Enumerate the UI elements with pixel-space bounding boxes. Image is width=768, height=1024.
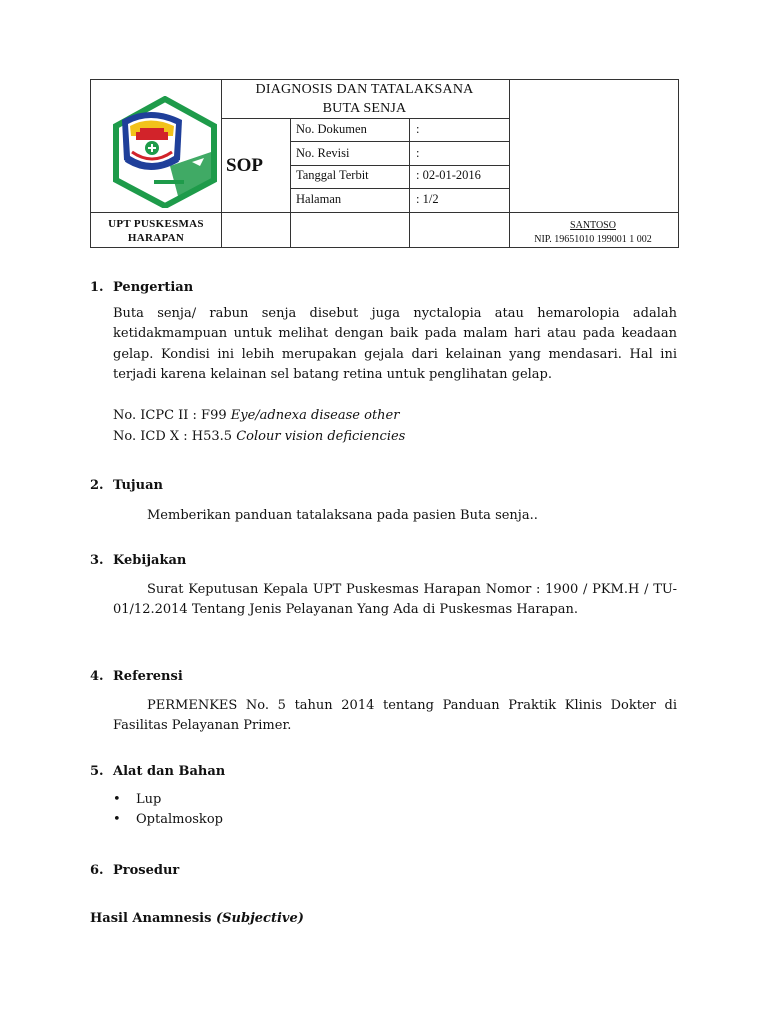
section-heading-prosedur: 6. Prosedur [90, 863, 180, 878]
signer-block [509, 219, 677, 247]
section-text-referensi: PERMENKES No. 5 tahun 2014 tentang Panduan Praktik Klinis Dokter di Fasilitas Pelayanan Primer. [113, 698, 677, 734]
sop-label: SOP [226, 155, 263, 176]
section-heading-alat-dan-bahan: 5. Alat dan Bahan [90, 764, 226, 779]
section-text-kebijakan: Surat Keputusan Kepala UPT Puskesmas Harapan Nomor : 1900 / PKM.H / TU-01/12.2014 Tentang Jenis Pelayanan Yang Ada di Puskesmas Harapan. [113, 582, 677, 618]
section-text-tujuan: Memberikan panduan tatalaksana pada pasien Buta senja.. [147, 508, 538, 523]
unit-name: UPT PUSKESMAS HARAPAN [108, 218, 204, 244]
meta-label-revision: No. Revisi [296, 146, 350, 160]
meta-label-document-number: No. Dokumen [296, 122, 367, 136]
puskesmas-logo [110, 96, 220, 208]
icpc-code: No. ICPC II : F99 Eye/adnexa disease other [113, 408, 400, 423]
section-text-pengertian: Buta senja/ rabun senja disebut juga nyctalopia atau hemarolopia adalah ketidakmampuan untuk melihat dengan baik pada malam hari atau pada keadaan gelap. Kondisi ini lebih merupakan gejala dari kelainan yang mendasari. Hal ini terjadi karena kelainan sel batang retina untuk penglihatan gelap. [113, 306, 677, 383]
meta-value-issue-date: : 02-01-2016 [416, 168, 481, 182]
meta-value-revision: : [416, 146, 420, 160]
signer-nip: NIP. 19651010 199001 1 002 [534, 234, 652, 245]
meta-value-page: : 1/2 [416, 192, 439, 206]
list-item: • Optalmoskop [113, 812, 223, 827]
section-heading-referensi: 4. Referensi [90, 669, 183, 684]
icd-code: No. ICD X : H53.5 Colour vision deficiencies [113, 429, 406, 444]
section-heading-tujuan: 2. Tujuan [90, 478, 163, 493]
section-heading-kebijakan: 3. Kebijakan [90, 553, 187, 568]
meta-label-issue-date: Tanggal Terbit [296, 168, 369, 182]
meta-value-document-number: : [416, 122, 420, 136]
meta-label-page: Halaman [296, 192, 342, 206]
section-heading-pengertian: 1. Pengertian [90, 280, 194, 295]
document-title: DIAGNOSIS DAN TATALAKSANA BUTA SENJA [255, 82, 474, 116]
signer-name: SANTOSO [570, 220, 616, 231]
subheading-hasil-anamnesis: Hasil Anamnesis (Subjective) [90, 911, 304, 926]
list-item: • Lup [113, 792, 162, 807]
